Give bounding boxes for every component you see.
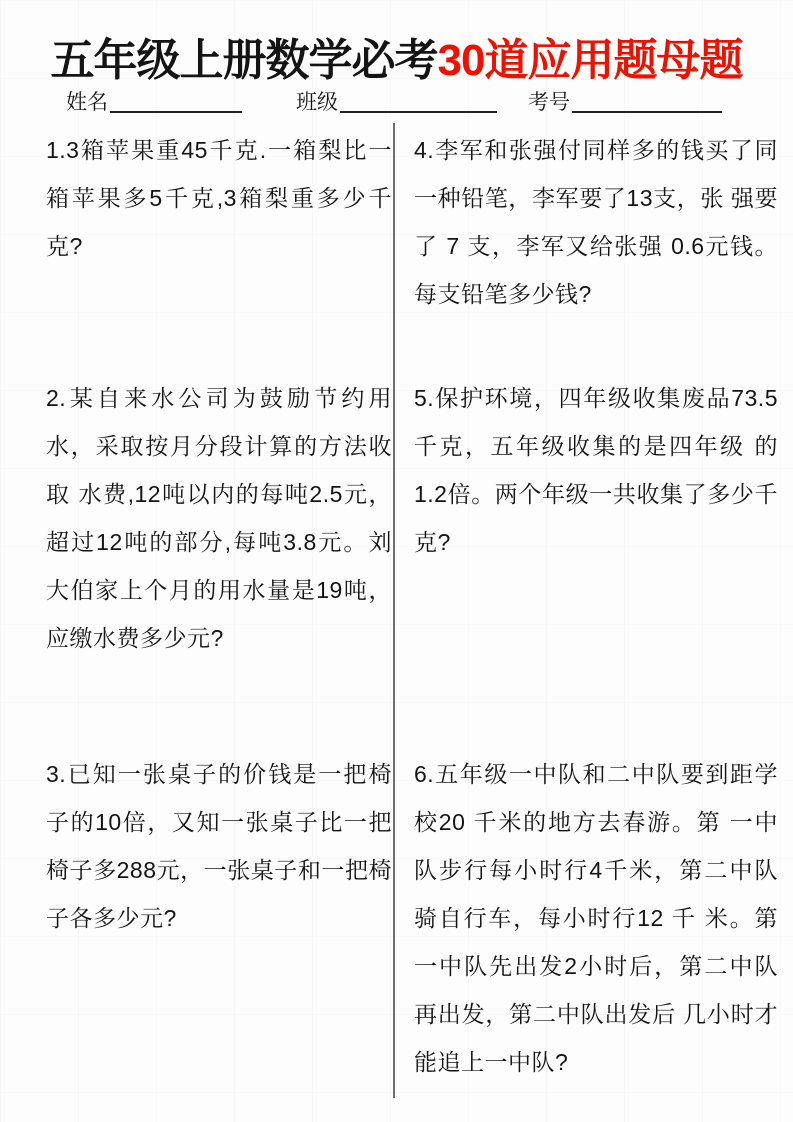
column-divider xyxy=(393,123,395,1098)
problem-5: 5.保护环境，四年级收集废品73.5千克，五年级收集的是四年级 的1.2倍。两个年级一共收集了多少千克? xyxy=(414,385,778,555)
exam-number-field-blank xyxy=(572,91,722,113)
worksheet-title-highlight: 30道应用题母题 xyxy=(437,36,743,85)
problem-4: 4.李军和张强付同样多的钱买了同一种铅笔，李军要了13支，张 强要了 7 支，李军又给张强 0.6元钱。每支铅笔多少钱? xyxy=(414,137,778,307)
worksheet-title xyxy=(0,24,793,88)
exam-number-field xyxy=(528,86,722,116)
exam-number-field-label: 考号 xyxy=(528,91,570,114)
name-field-blank xyxy=(110,91,242,113)
name-field xyxy=(66,86,242,116)
worksheet-title-main: 五年级上册数学必考 xyxy=(50,36,438,85)
problem-1: 1.3箱苹果重45千克.一箱梨比一箱苹果多5千克,3箱梨重多少千克? xyxy=(46,137,392,259)
problem-6: 6.五年级一中队和二中队要到距学校20 千米的地方去春游。第 一中队步行每小时行4千米，第二中队骑自行车，每小时行12 千 米。第一中队先出发2小时后，第二中队再出发，第二中队出发后 几小时才能追上一中队? xyxy=(414,761,778,1075)
problem-2: 2.某自来水公司为鼓励节约用水，采取按月分段计算的方法收取 水费,12吨以内的每吨2.5元，超过12吨的部分,每吨3.8元。刘大伯家上个月的用水量是19吨，应缴水费多少元? xyxy=(46,385,392,651)
problem-3: 3.已知一张桌子的价钱是一把椅子的10倍，又知一张桌子比一把 椅子多288元，一张桌子和一把椅子各多少元? xyxy=(46,761,392,931)
name-field-label: 姓名 xyxy=(66,91,108,114)
class-field-blank xyxy=(340,91,497,113)
class-field-label: 班级 xyxy=(296,91,338,114)
student-info-row xyxy=(0,86,793,116)
class-field xyxy=(296,86,497,116)
